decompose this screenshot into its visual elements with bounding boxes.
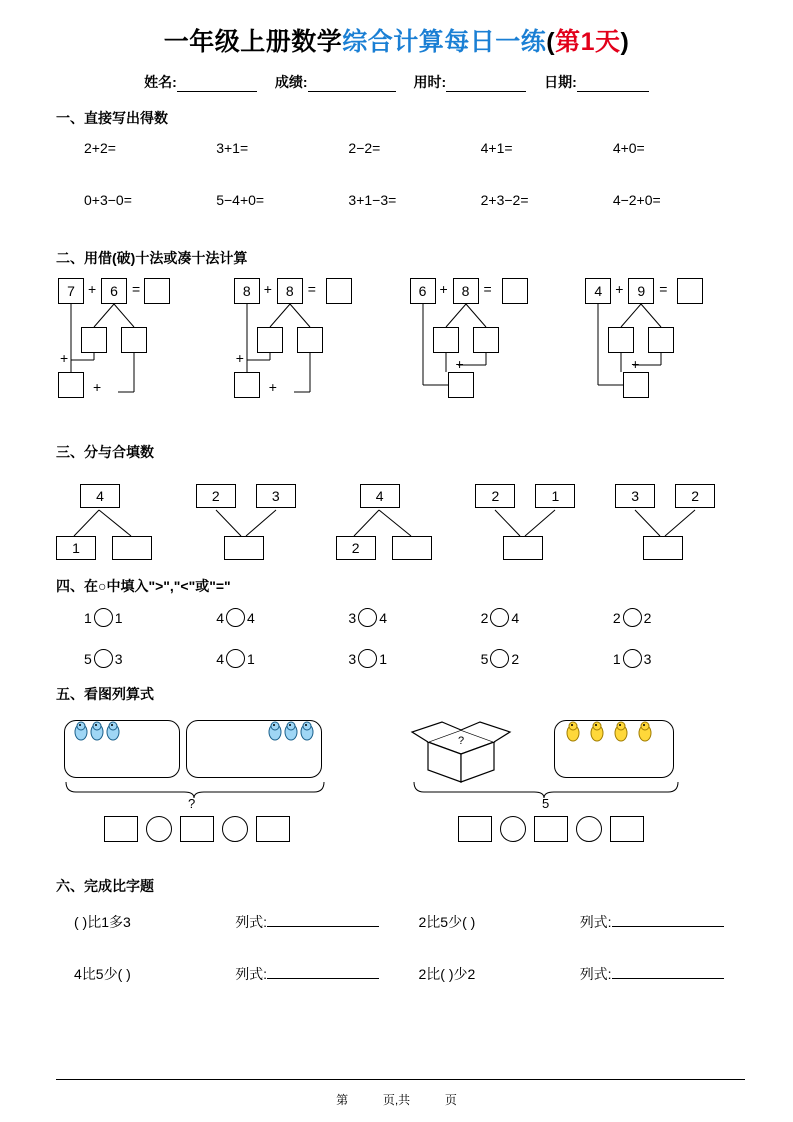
formula-field: [580, 964, 745, 984]
question-text: 4比5少( ): [74, 966, 131, 982]
title-paren-close: ): [620, 28, 630, 56]
answer-box[interactable]: [610, 816, 644, 842]
compare-item: [56, 649, 216, 668]
bond-top-box: 4: [80, 484, 120, 508]
result-box[interactable]: [326, 278, 352, 304]
compare-item: [613, 608, 745, 627]
expr: 3+1=: [216, 140, 249, 156]
bond-bottom-box-blank[interactable]: [503, 536, 543, 560]
expr: 4−2+0=: [612, 192, 661, 208]
bond-bottom-box: 2: [336, 536, 376, 560]
section3-content: [0, 474, 793, 564]
compare-circle[interactable]: [490, 608, 509, 627]
section6-heading: 六、完成比字题: [56, 878, 154, 894]
formula-blank[interactable]: [267, 912, 379, 927]
plus-sign-2: +: [268, 379, 277, 395]
addend-b-box: 8: [453, 278, 479, 304]
number-bond-group: [615, 474, 745, 564]
compare-circle[interactable]: [358, 649, 377, 668]
expr: 2−2=: [348, 140, 381, 156]
plus-sign-1: +: [60, 350, 69, 366]
split-box-2[interactable]: [297, 327, 323, 353]
result-box[interactable]: [144, 278, 170, 304]
section2-content: [0, 280, 793, 420]
expr: 5−4+0=: [216, 192, 265, 208]
addend-a-box: 4: [585, 278, 611, 304]
bond-bottom-box-blank[interactable]: [392, 536, 432, 560]
number-bond-group: [336, 474, 466, 564]
addend-b-box: 6: [101, 278, 127, 304]
expr: 4+0=: [612, 140, 645, 156]
addend-a-box: 8: [234, 278, 260, 304]
decompose-group: [232, 280, 394, 420]
left-number: 2: [612, 609, 621, 626]
section5-heading: 五、看图列算式: [56, 686, 154, 702]
expr: 2+2=: [84, 140, 116, 156]
result-box[interactable]: [677, 278, 703, 304]
formula-label: 列式:: [235, 914, 268, 930]
section1-content: [0, 140, 793, 208]
compare-circle[interactable]: [226, 608, 245, 627]
right-number: 1: [379, 650, 387, 667]
compare-circle[interactable]: [623, 649, 642, 668]
title-part1: 一年级上册数学: [163, 28, 343, 56]
compare-item: [216, 649, 348, 668]
compare-circle[interactable]: [358, 608, 377, 627]
score-label: 成绩:: [274, 74, 308, 90]
left-number: 1: [612, 650, 621, 667]
sum-box-1[interactable]: [58, 372, 84, 398]
op-plus: +: [263, 281, 272, 297]
formula-label: 列式:: [579, 914, 612, 930]
date-label: 日期:: [544, 74, 577, 90]
formula-field: [580, 912, 745, 932]
picture-frame-3: [554, 720, 674, 778]
title-day: 第1天: [555, 28, 621, 56]
left-number: 2: [480, 609, 489, 626]
formula-label: 列式:: [579, 966, 612, 982]
bond-top-box: 3: [256, 484, 296, 508]
name-blank[interactable]: [177, 77, 257, 92]
compare-circle[interactable]: [623, 608, 642, 627]
time-field: [414, 72, 527, 92]
left-number: 3: [348, 609, 357, 626]
split-box-1[interactable]: [257, 327, 283, 353]
section4-content: [0, 608, 793, 668]
formula-field: [235, 964, 400, 984]
right-number: 2: [511, 650, 520, 667]
left-number: 3: [348, 650, 357, 667]
right-number: 4: [247, 609, 255, 626]
compare-circle[interactable]: [94, 649, 113, 668]
right-number: 1: [114, 609, 123, 626]
section1-row2: [56, 192, 745, 208]
time-label: 用时:: [413, 74, 447, 90]
left-number: 1: [84, 609, 92, 626]
split-box-1[interactable]: [433, 327, 459, 353]
op-plus: +: [439, 281, 448, 297]
bond-bottom-box-blank[interactable]: [224, 536, 264, 560]
section4-row2: [56, 649, 745, 668]
compare-circle[interactable]: [490, 649, 509, 668]
question-text: 2比( )少2: [418, 966, 476, 982]
section2-heading: 二、用借(破)十法或凑十法计算: [56, 250, 248, 266]
addend-a-box: 7: [58, 278, 84, 304]
name-label: 姓名:: [144, 74, 177, 90]
addend-b-box: 8: [277, 278, 303, 304]
bond-top-box: 3: [615, 484, 655, 508]
title-part2: 综合计算每日一练: [342, 28, 547, 56]
answer-operator-circle[interactable]: [222, 816, 248, 842]
formula-blank[interactable]: [612, 964, 724, 979]
section3-heading: 三、分与合填数: [56, 444, 154, 460]
formula-label: 列式:: [235, 966, 268, 982]
op-plus: +: [615, 281, 624, 297]
section6-row1: [56, 912, 745, 932]
split-box-2[interactable]: [121, 327, 147, 353]
section2-groups: [56, 280, 745, 420]
answer-box[interactable]: [458, 816, 492, 842]
answer-operator-circle[interactable]: [146, 816, 172, 842]
compare-circle[interactable]: [94, 608, 113, 627]
bond-top-box: 2: [475, 484, 515, 508]
answer-box[interactable]: [180, 816, 214, 842]
section5-content: [0, 712, 793, 872]
addend-a-box: 6: [410, 278, 436, 304]
plus-sign-2: +: [93, 379, 102, 395]
time-blank[interactable]: [446, 77, 526, 92]
number-bond-group: [56, 474, 186, 564]
title-paren-open: (: [546, 28, 556, 56]
expr: 4+1=: [480, 140, 513, 156]
footer-prefix: 第: [336, 1093, 349, 1107]
compare-circle[interactable]: [226, 649, 245, 668]
bond-top-box: 4: [360, 484, 400, 508]
section6-content: [0, 912, 793, 984]
left-number: 4: [216, 650, 224, 667]
result-box[interactable]: [502, 278, 528, 304]
compare-item: [56, 608, 216, 627]
split-box-1[interactable]: [81, 327, 107, 353]
page-footer: [0, 1091, 793, 1108]
bond-bottom-box-blank[interactable]: [643, 536, 683, 560]
bond-bottom-box: 1: [56, 536, 96, 560]
number-bond-group: [475, 474, 605, 564]
compare-item: [481, 649, 613, 668]
section3-groups: [56, 474, 745, 564]
answer-operator-circle[interactable]: [576, 816, 602, 842]
open-box-icon: [406, 718, 516, 788]
addend-b-box: 9: [628, 278, 654, 304]
birds-icon: [65, 721, 181, 779]
bond-top-box: 2: [196, 484, 236, 508]
answer-operator-circle[interactable]: [500, 816, 526, 842]
op-plus: +: [88, 281, 97, 297]
decompose-group: [408, 280, 570, 420]
sum-box-1[interactable]: [234, 372, 260, 398]
right-number: 4: [511, 609, 520, 626]
split-box-2[interactable]: [473, 327, 499, 353]
number-bond-group: [196, 474, 326, 564]
sum-box-1[interactable]: [448, 372, 474, 398]
score-field: [275, 72, 396, 92]
footer-divider: [56, 1079, 745, 1080]
answer-box[interactable]: [104, 816, 138, 842]
plus-sign-1: +: [235, 350, 244, 366]
expr: 2+3−2=: [480, 192, 529, 208]
left-number: 5: [84, 650, 92, 667]
compare-item: [481, 608, 613, 627]
name-field: [144, 72, 257, 92]
section4-heading: 四、在○中填入">","<"或"=": [56, 578, 231, 594]
left-number: 5: [480, 650, 489, 667]
bond-top-box: 2: [675, 484, 715, 508]
svg-text:?: ?: [458, 735, 465, 747]
chicks-icon: [555, 721, 675, 779]
expr: 0+3−0=: [84, 192, 132, 208]
plus-sign-1: +: [631, 356, 640, 372]
compare-item: [613, 649, 745, 668]
right-number: 1: [247, 650, 255, 667]
score-blank[interactable]: [308, 77, 396, 92]
formula-blank[interactable]: [267, 964, 379, 979]
right-number: 4: [379, 609, 387, 626]
compare-item: [348, 608, 480, 627]
expr: 3+1−3=: [348, 192, 397, 208]
section6-row2: [56, 964, 745, 984]
picture-frame-2: [186, 720, 322, 778]
section1-row1: [56, 140, 745, 156]
question-text: 2比5少( ): [418, 914, 476, 930]
split-box-1[interactable]: [608, 327, 634, 353]
right-number: 2: [643, 609, 652, 626]
picture-frame-1: [64, 720, 180, 778]
footer-mid: 页,共: [382, 1093, 411, 1107]
section4-row1: [56, 608, 745, 627]
op-equals: =: [307, 281, 316, 297]
compare-item: [348, 649, 480, 668]
date-blank[interactable]: [577, 77, 649, 92]
birds-icon: [187, 721, 323, 779]
sum-box-1[interactable]: [623, 372, 649, 398]
page-title: [0, 22, 793, 58]
plus-sign-1: +: [455, 356, 464, 372]
bond-bottom-box-blank[interactable]: [112, 536, 152, 560]
decompose-group: [583, 280, 745, 420]
formula-blank[interactable]: [612, 912, 724, 927]
op-equals: =: [483, 281, 492, 297]
op-equals: =: [659, 281, 668, 297]
op-equals: =: [132, 281, 141, 297]
section1-heading: 一、直接写出得数: [56, 110, 168, 126]
answer-box[interactable]: [534, 816, 568, 842]
right-number: 3: [643, 650, 652, 667]
right-total-label: 5: [542, 796, 550, 811]
formula-field: [235, 912, 400, 932]
bond-top-box: 1: [535, 484, 575, 508]
compare-item: [216, 608, 348, 627]
footer-suffix: 页: [444, 1093, 457, 1107]
picture-problems: [56, 712, 745, 872]
meta-row: [0, 72, 793, 92]
right-number: 3: [114, 650, 123, 667]
decompose-group: [56, 280, 218, 420]
split-box-2[interactable]: [648, 327, 674, 353]
date-field: [544, 72, 649, 92]
answer-box[interactable]: [256, 816, 290, 842]
question-text: ( )比1多3: [74, 914, 131, 930]
left-question-mark: ?: [188, 796, 196, 811]
left-number: 4: [216, 609, 224, 626]
